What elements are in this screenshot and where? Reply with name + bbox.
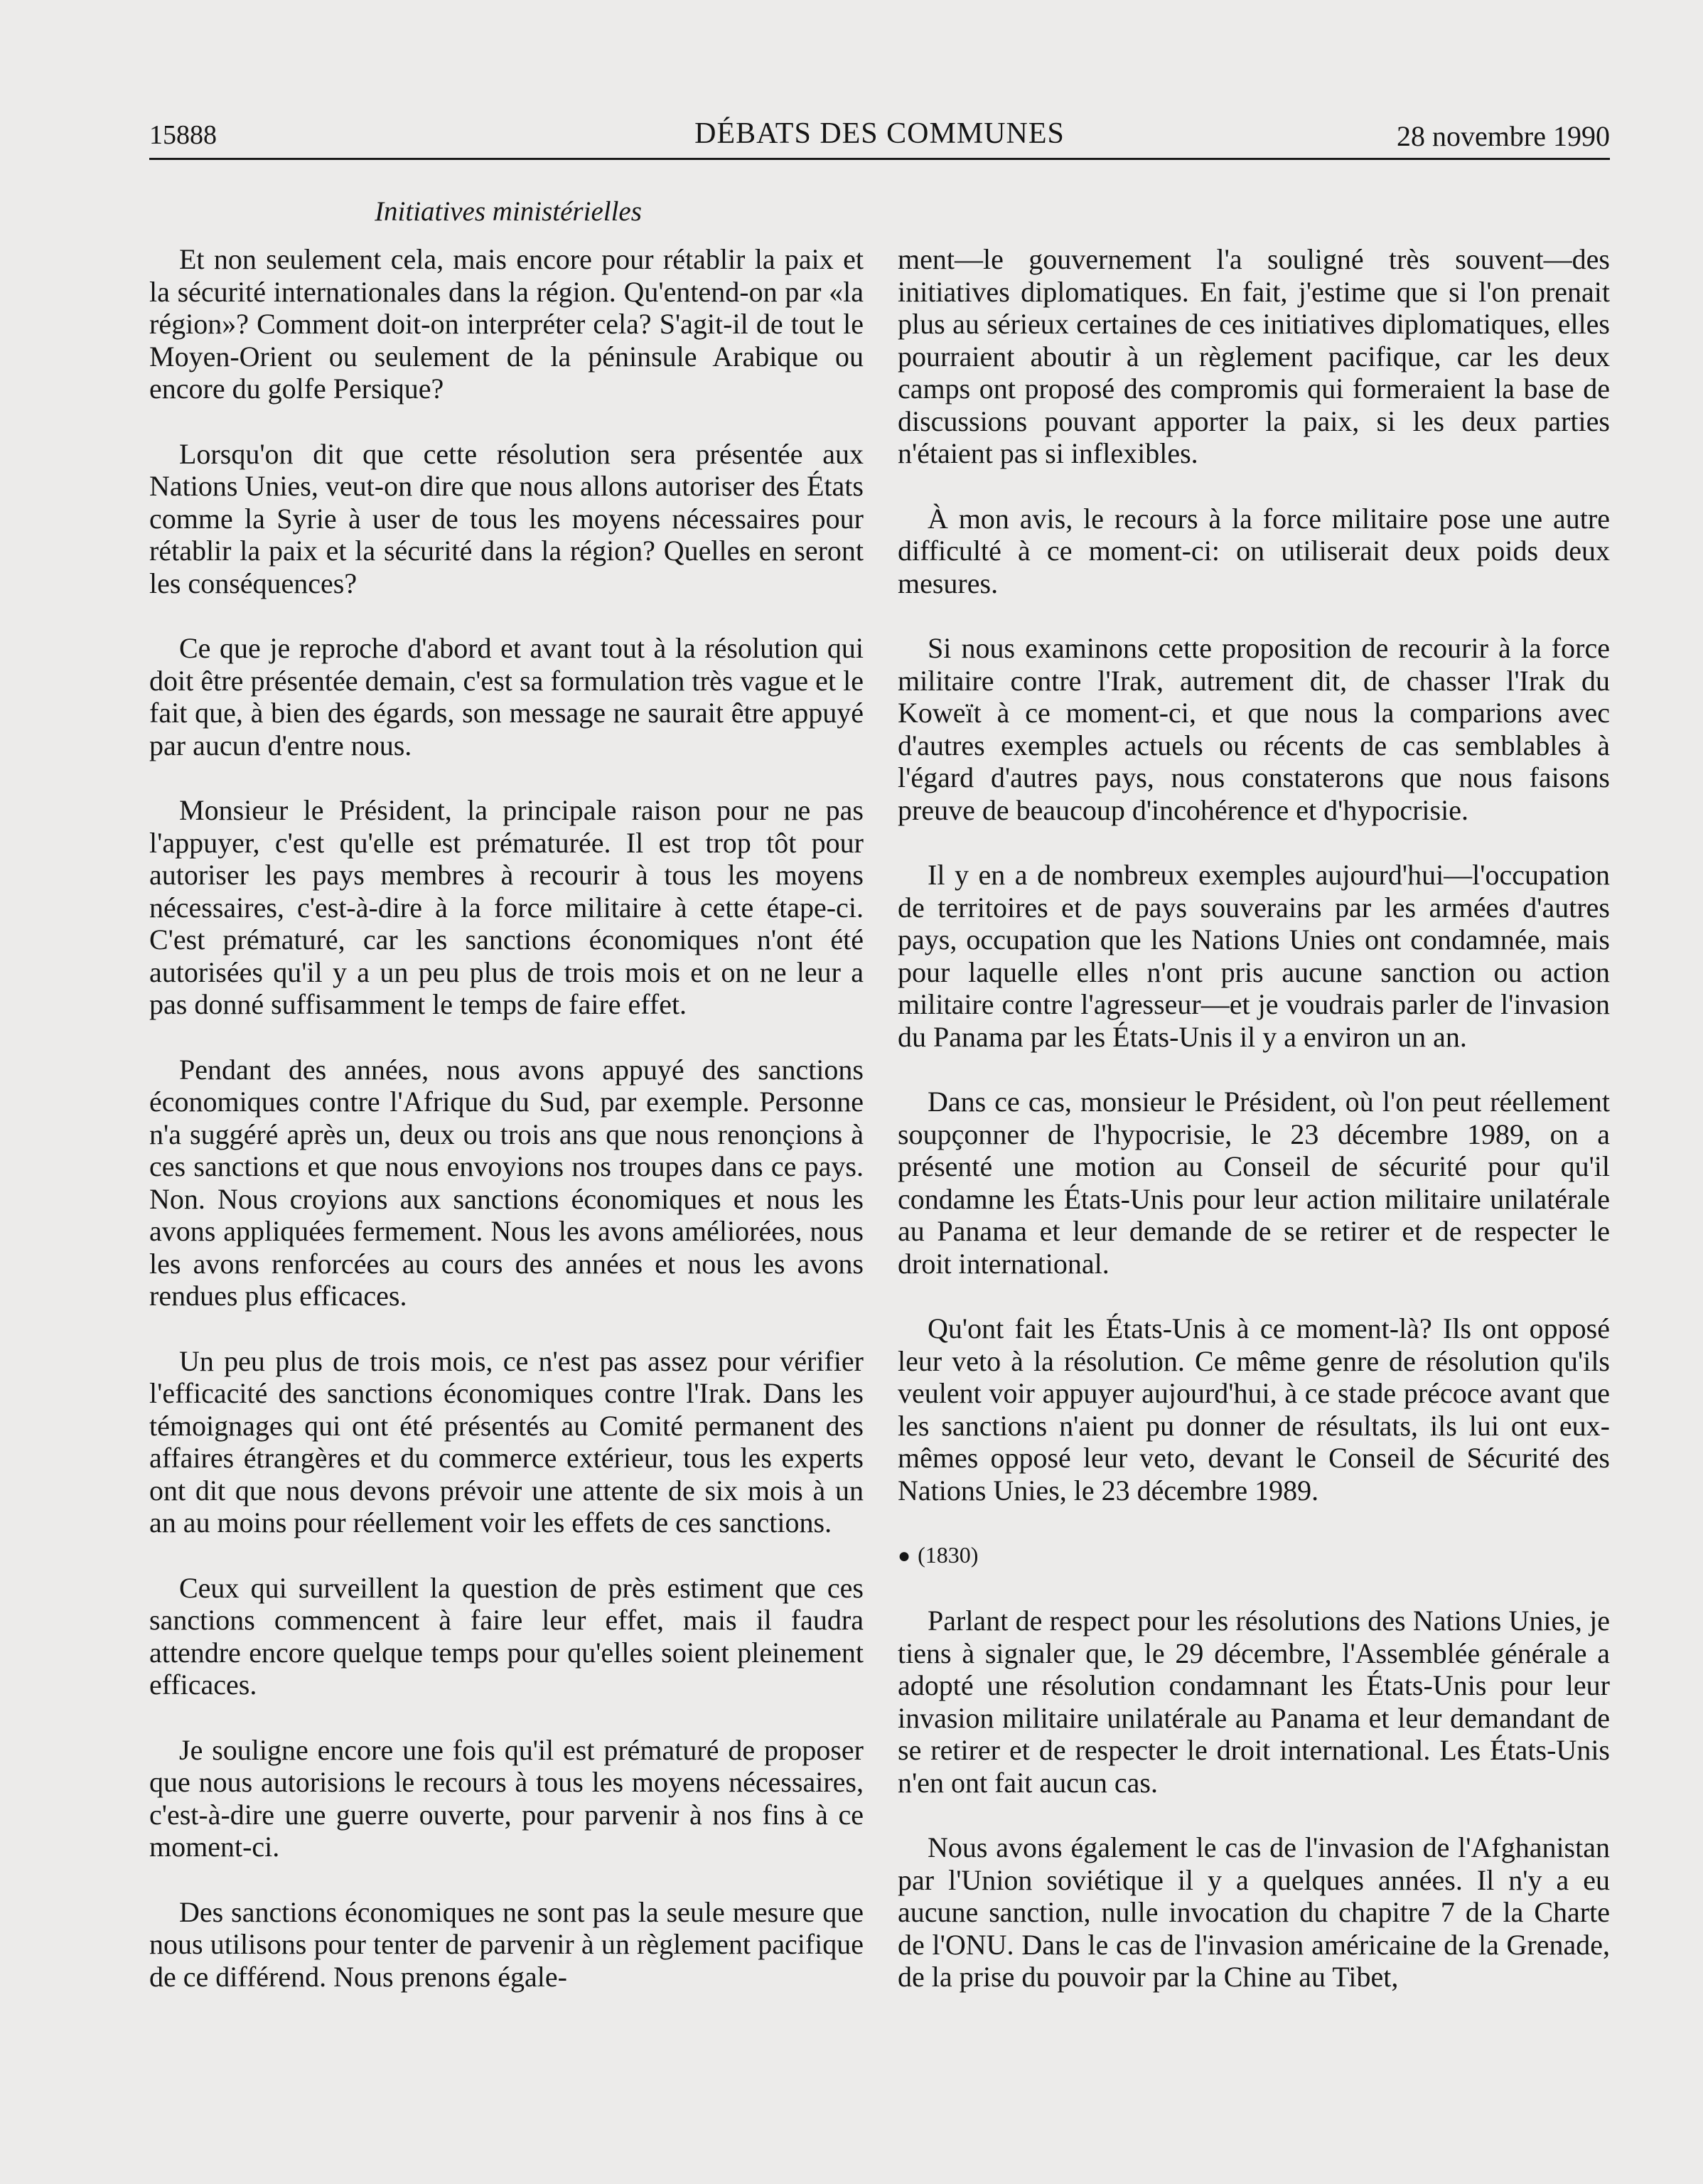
timestamp: (1830) [918,1542,979,1568]
page-header [149,114,1610,156]
paragraph: Si nous examinons cette proposition de recourir à la force militaire contre l'Irak, autrement dit, de chasser l'Irak du Koweït à ce moment-ci, et que nous la comparions avec d'autres exemples actuels ou récents de cas semblables à l'égard d'autres pays, nous constaterons que nous faisons preuve de beaucoup d'incohérence et d'hypocrisie. [898,632,1610,826]
paragraph: Monsieur le Président, la principale raison pour ne pas l'appuyer, c'est qu'elle est prématurée. Il est trop tôt pour autoriser les pays membres à recourir à tous les moyens nécessaires, c'est-à-dire à la force militaire à cette étape-ci. C'est prématuré, car les sanctions économiques n'ont été autorisées qu'il y a un peu plus de trois mois et on ne leur a pas donné suffisamment le temps de faire effet. [149,794,864,1020]
paragraph: Ce que je reproche d'abord et avant tout à la résolution qui doit être présentée demain, c'est sa formulation très vague et le fait que, à bien des égards, son message ne saurait être appuyé par aucun d'entre nous. [149,632,864,761]
left-column [149,243,864,1993]
paragraph: Et non seulement cela, mais encore pour rétablir la paix et la sécurité internationales dans la région. Qu'entend-on par «la région»? Comment doit-on interpréter cela? S'agit-il de tout le Moyen-Orient ou seulement de la péninsule Arabique ou encore du golfe Persique? [149,243,864,405]
bullet-icon: ● [898,1544,911,1568]
paragraph: Pendant des années, nous avons appuyé des sanctions économiques contre l'Afrique du Sud, par exemple. Personne n'a suggéré après un, deux ou trois ans que nous renonçions à ces sanctions et que nous envoyions nos troupes dans ce pays. Non. Nous croyions aux sanctions économiques et nous les avons appliquées fermement. Nous les avons améliorées, nous les avons renforcées au cours des années et nous les avons rendues plus efficaces. [149,1053,864,1312]
section-title: Initiatives ministérielles [375,196,642,227]
paragraph: Je souligne encore une fois qu'il est prématuré de proposer que nous autorisions le recours à tous les moyens nécessaires, c'est-à-dire une guerre ouverte, pour parvenir à nos fins à ce moment-ci. [149,1733,864,1863]
right-column [898,243,1610,1993]
paragraph: Ceux qui surveillent la question de près estiment que ces sanctions commencent à faire leur effet, mais il faudra attendre encore quelque temps pour qu'elles soient pleinement efficaces. [149,1571,864,1701]
page-number: 15888 [149,120,217,150]
paragraph: Un peu plus de trois mois, ce n'est pas assez pour vérifier l'efficacité des sanctions économiques contre l'Irak. Dans les témoignages qui ont été présentés au Comité permanent des affaires étrangères et du commerce extérieur, tous les experts ont dit que nous devons prévoir une attente de six mois à un an au moins pour réellement voir les effets de ces sanctions. [149,1344,864,1538]
publication-date: 28 novembre 1990 [1397,120,1610,152]
paragraph: Lorsqu'on dit que cette résolution sera présentée aux Nations Unies, veut-on dire que nous allons autoriser des États comme la Syrie à user de tous les moyens nécessaires pour rétablir la paix et la sécurité dans la région? Quelles en seront les conséquences? [149,437,864,599]
paragraph: Nous avons également le cas de l'invasion de l'Afghanistan par l'Union soviétique il y a quelques années. Il n'y a eu aucune sanction, nulle invocation du chapitre 7 de la Charte de l'ONU. Dans le cas de l'invasion américaine de la Grenade, de la prise du pouvoir par la Chine au Tibet, [898,1831,1610,1993]
paragraph: Parlant de respect pour les résolutions des Nations Unies, je tiens à signaler que, le 29 décembre, l'Assemblée générale a adopté une résolution condamnant les États-Unis pour leur invasion militaire unilatérale au Panama et leur demandant de se retirer et de respecter le droit international. Les États-Unis n'en ont fait aucun cas. [898,1605,1610,1799]
paragraph: Dans ce cas, monsieur le Président, où l'on peut réellement soupçonner de l'hypocrisie, le 23 décembre 1989, on a présenté une motion au Conseil de sécurité pour qu'il condamne les États-Unis pour leur action militaire unilatérale au Panama et leur demande de se retirer et de respecter le droit international. [898,1086,1610,1280]
paragraph: Qu'ont fait les États-Unis à ce moment-là? Ils ont opposé leur veto à la résolution. Ce même genre de résolution qu'ils veulent voir appuyer aujourd'hui, à ce stade précoce avant que les sanctions n'aient pu donner de résultats, ils lui ont eux-mêmes opposé leur veto, devant le Conseil de Sécurité des Nations Unies, le 23 décembre 1989. [898,1312,1610,1506]
paragraph-continuation: ment—le gouvernement l'a souligné très souvent—des initiatives diplomatiques. En fait, j'estime que si l'on prenait plus au sérieux certaines de ces initiatives diplomatiques, elles pourraient aboutir à un règlement pacifique, car les deux camps ont proposé des compromis qui formeraient la base de discussions pouvant apporter la paix, si les deux parties n'étaient pas si inflexibles. [898,243,1610,469]
header-rule [149,158,1610,160]
paragraph: Des sanctions économiques ne sont pas la seule mesure que nous utilisons pour tenter de parvenir à un règlement pacifique de ce différend. Nous prenons égale- [149,1895,864,1993]
timestamp-marker [898,1539,1610,1572]
paragraph: Il y en a de nombreux exemples aujourd'hui—l'occupation de territoires et de pays souverains par les armées d'autres pays, occupation que les Nations Unies ont condamnée, mais pour laquelle elles n'ont pris aucune sanction ou action militaire contre l'agresseur—et je voudrais parler de l'invasion du Panama par les États-Unis il y a environ un an. [898,859,1610,1053]
paragraph: À mon avis, le recours à la force militaire pose une autre difficulté à ce moment-ci: on utiliserait deux poids deux mesures. [898,502,1610,599]
publication-title: DÉBATS DES COMMUNES [694,117,1065,150]
